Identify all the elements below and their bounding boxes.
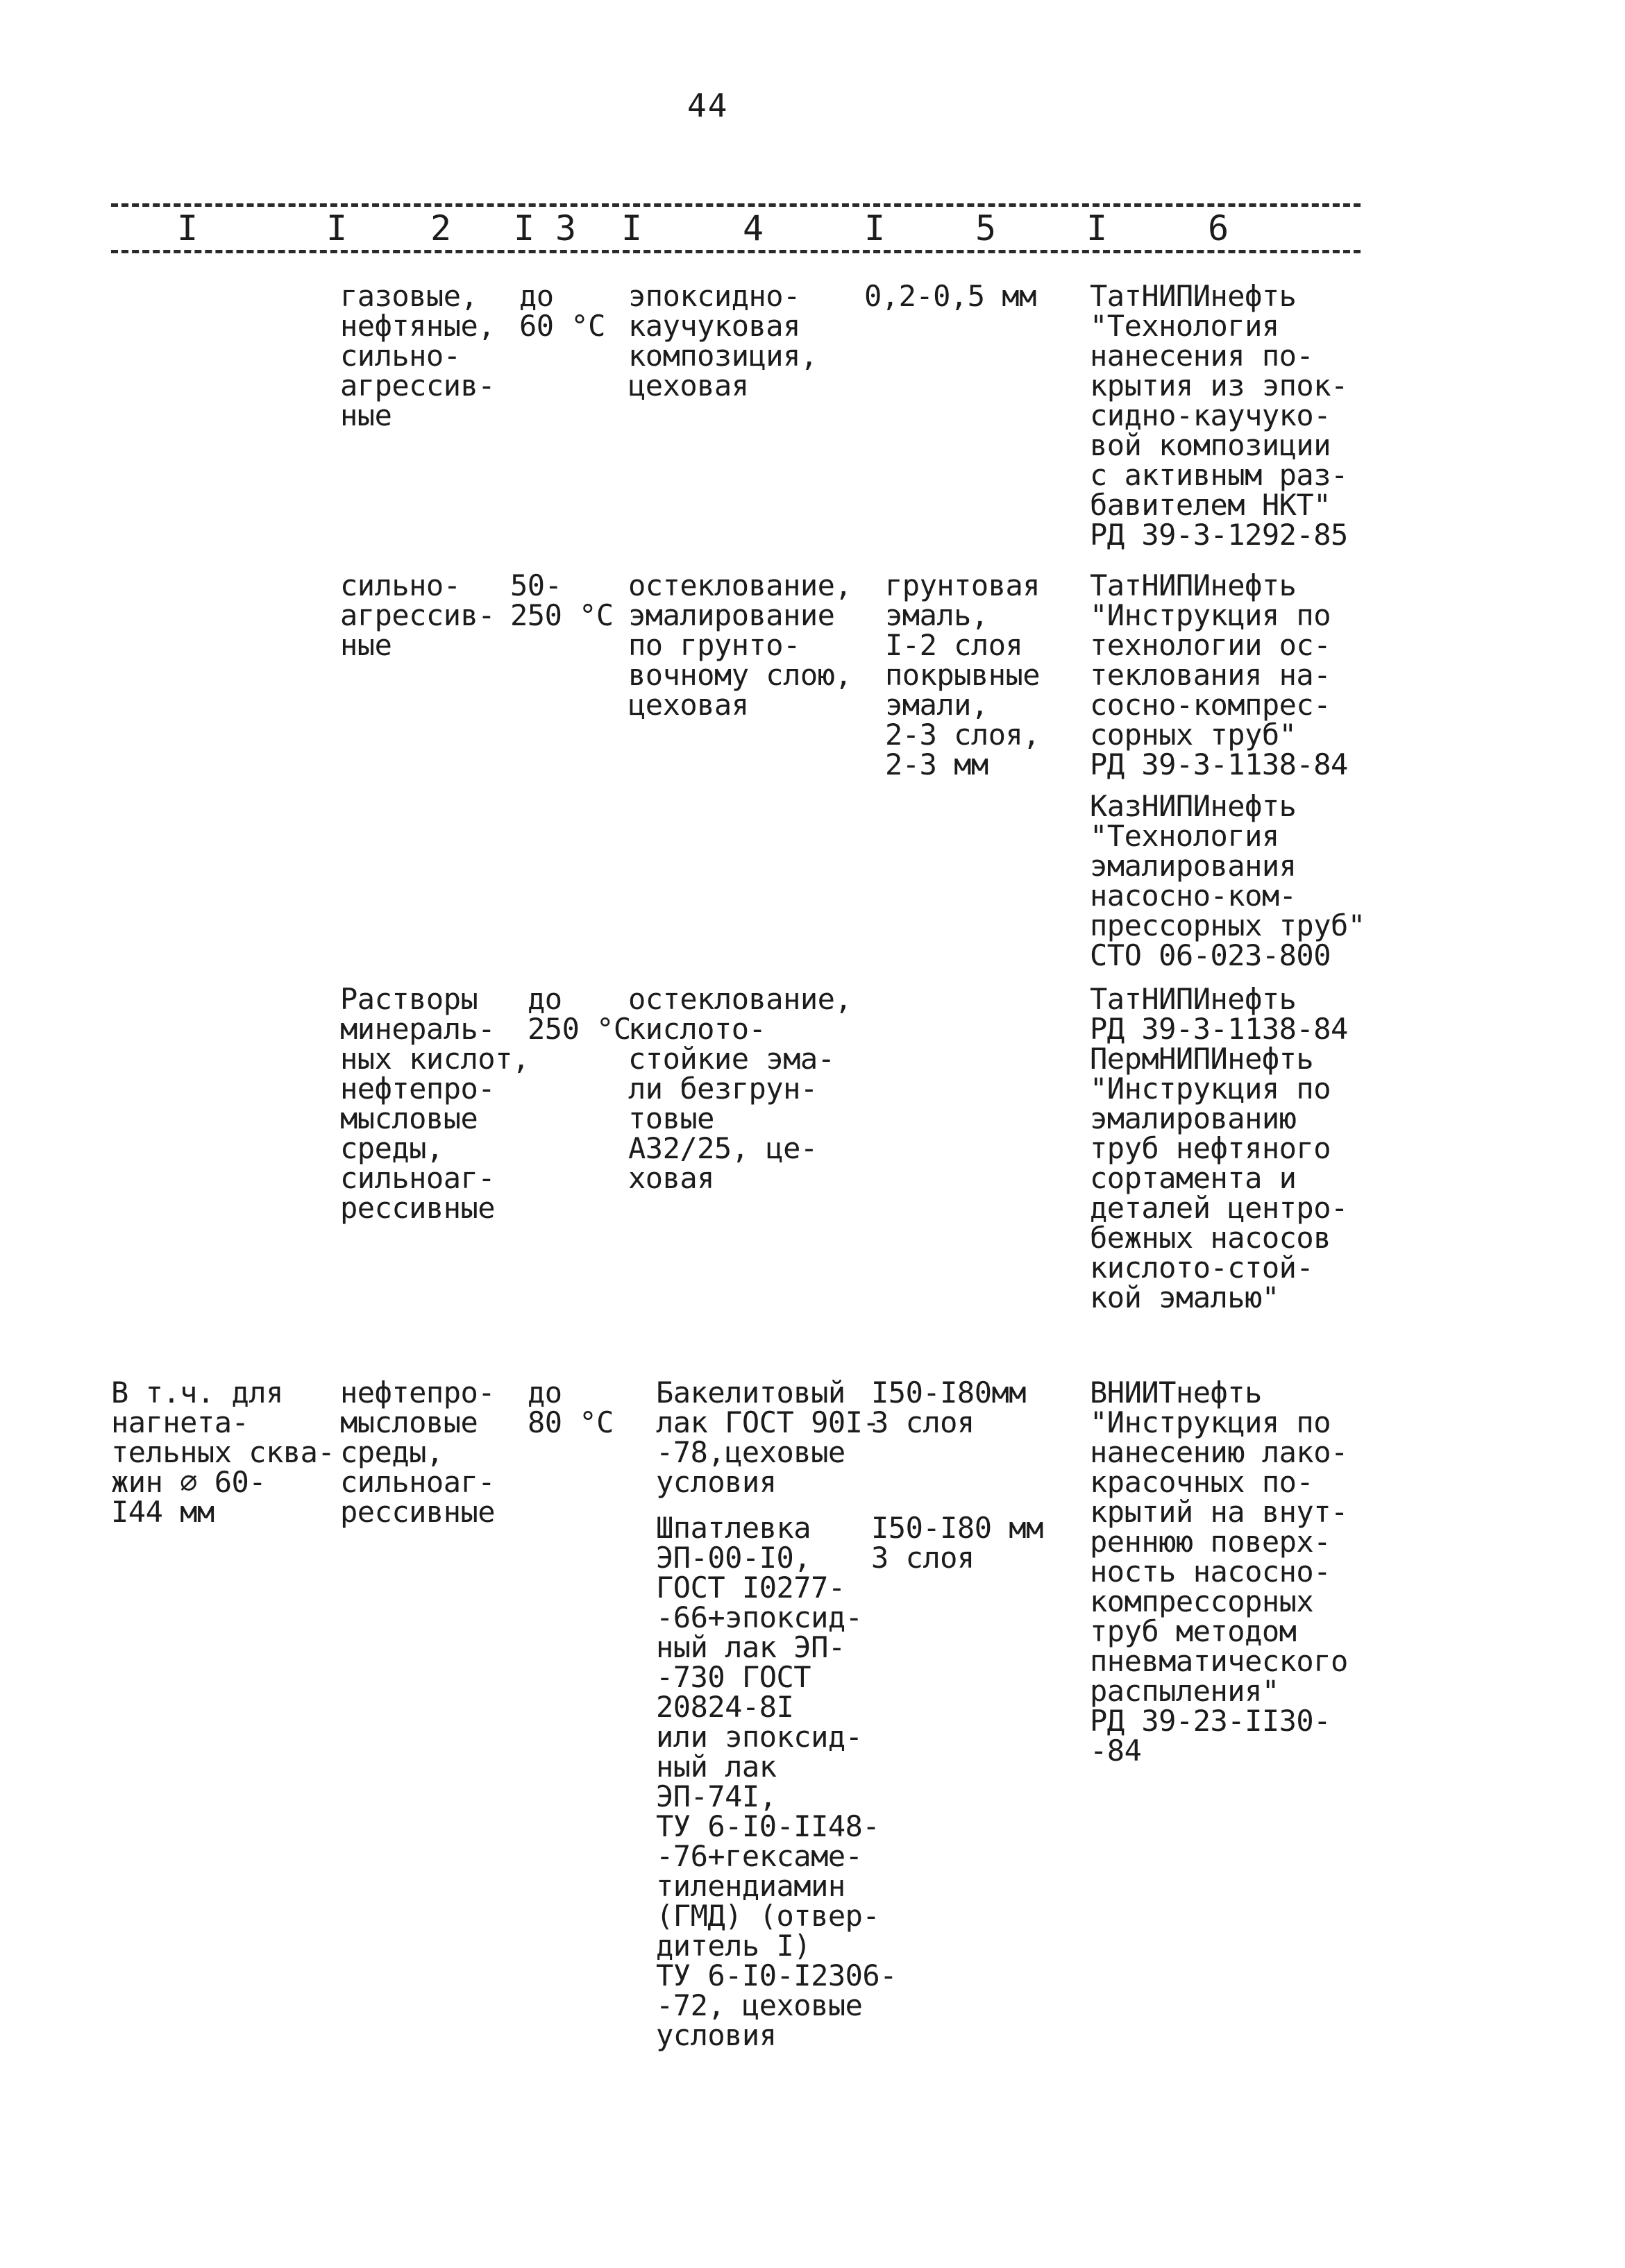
thickness-cell: I50-I80 мм 3 слоя [871, 1511, 1043, 1575]
document-cell: ТатНИПИнефть "Инструкция по технологии ос- теклования на- сосно-компрес- сорных труб" РД 39-3-1138-84 [1090, 568, 1348, 781]
document-cell: КазНИПИнефть "Технология эмалирования насосно-ком- прессорных труб" СТО 06-023-800 [1090, 789, 1365, 972]
thickness-cell: 0,2-0,5 мм [864, 279, 1036, 313]
temperature-cell: до 60 °С [519, 279, 605, 343]
thickness-cell: I50-I80мм 3 слоя [871, 1376, 1027, 1439]
header-bottom-rule [111, 250, 1361, 253]
col-number-2: 2 [430, 208, 452, 248]
coating-cell: Шпатлевка ЭП-00-I0, ГОСТ I0277- -66+эпоксид- ный лак ЭП- -730 ГОСТ 20824-8I или эпоксид- ный лак ЭП-74I, ТУ 6-I0-II48- -76+гексаме- тилендиамин (ГМД) (отвер- дитель I) ТУ 6-I0-I2306- -72, цеховые условия [656, 1511, 898, 2052]
medium-cell: нефтепро- мысловые среды, сильноаг- рессивные [340, 1376, 496, 1529]
medium-cell: газовые, нефтяные, сильно- агрессив- ные [340, 279, 496, 432]
document-cell: ТатНИПИнефть РД 39-3-1138-84 ПермНИПИнефть "Инструкция по эмалированию труб нефтяного сортамента и деталей центро- бежных насосов кислото-стой- кой эмалью" [1090, 982, 1348, 1314]
col-separator: I [1086, 208, 1108, 248]
document-cell: ВНИИТнефть "Инструкция по нанесению лако- красочных по- крытий на внут- реннюю поверх- ность насосно- компрессорных труб методом пневматического распыления" РД 39-23-II30- -84 [1090, 1376, 1348, 1768]
col-number-3: 3 [555, 208, 577, 248]
application-cell: В т.ч. для нагнета- тельных сква- жин ∅ 60- I44 мм [111, 1376, 335, 1529]
temperature-cell: 50- 250 °С [510, 568, 614, 632]
page-number: 44 [687, 87, 729, 124]
col-number-5: 5 [975, 208, 997, 248]
coating-cell: эпоксидно- каучуковая композиция, цеховая [628, 279, 818, 403]
col-separator: I [864, 208, 886, 248]
medium-cell: сильно- агрессив- ные [340, 568, 496, 662]
document-cell: ТатНИПИнефть "Технология нанесения по- крытия из эпок- сидно-каучуко- вой композиции с активным раз- бавителем НКТ" РД 39-3-1292-85 [1090, 279, 1348, 552]
coating-cell: остеклование, кислото- стойкие эма- ли безгрун- товые А32/25, це- ховая [628, 982, 852, 1195]
temperature-cell: до 250 °С [528, 982, 631, 1046]
col-number-6: 6 [1208, 208, 1229, 248]
col-separator: I [326, 208, 348, 248]
coating-cell: Бакелитовый лак ГОСТ 90I- -78,цеховые условия [656, 1376, 880, 1499]
col-separator: I [514, 208, 535, 248]
col-separator: I [621, 208, 643, 248]
col-number-4: 4 [743, 208, 764, 248]
header-top-rule [111, 203, 1361, 207]
thickness-cell: грунтовая эмаль, I-2 слоя покрывные эмали, 2-3 слоя, 2-3 мм [885, 568, 1041, 781]
medium-cell: Растворы минераль- ных кислот, нефтепро- мысловые среды, сильноаг- рессивные [340, 982, 530, 1225]
coating-cell: остеклование, эмалирование по грунто- вочному слою, цеховая [628, 568, 852, 722]
temperature-cell: до 80 °С [528, 1376, 614, 1439]
col-number-1: I [177, 208, 199, 248]
